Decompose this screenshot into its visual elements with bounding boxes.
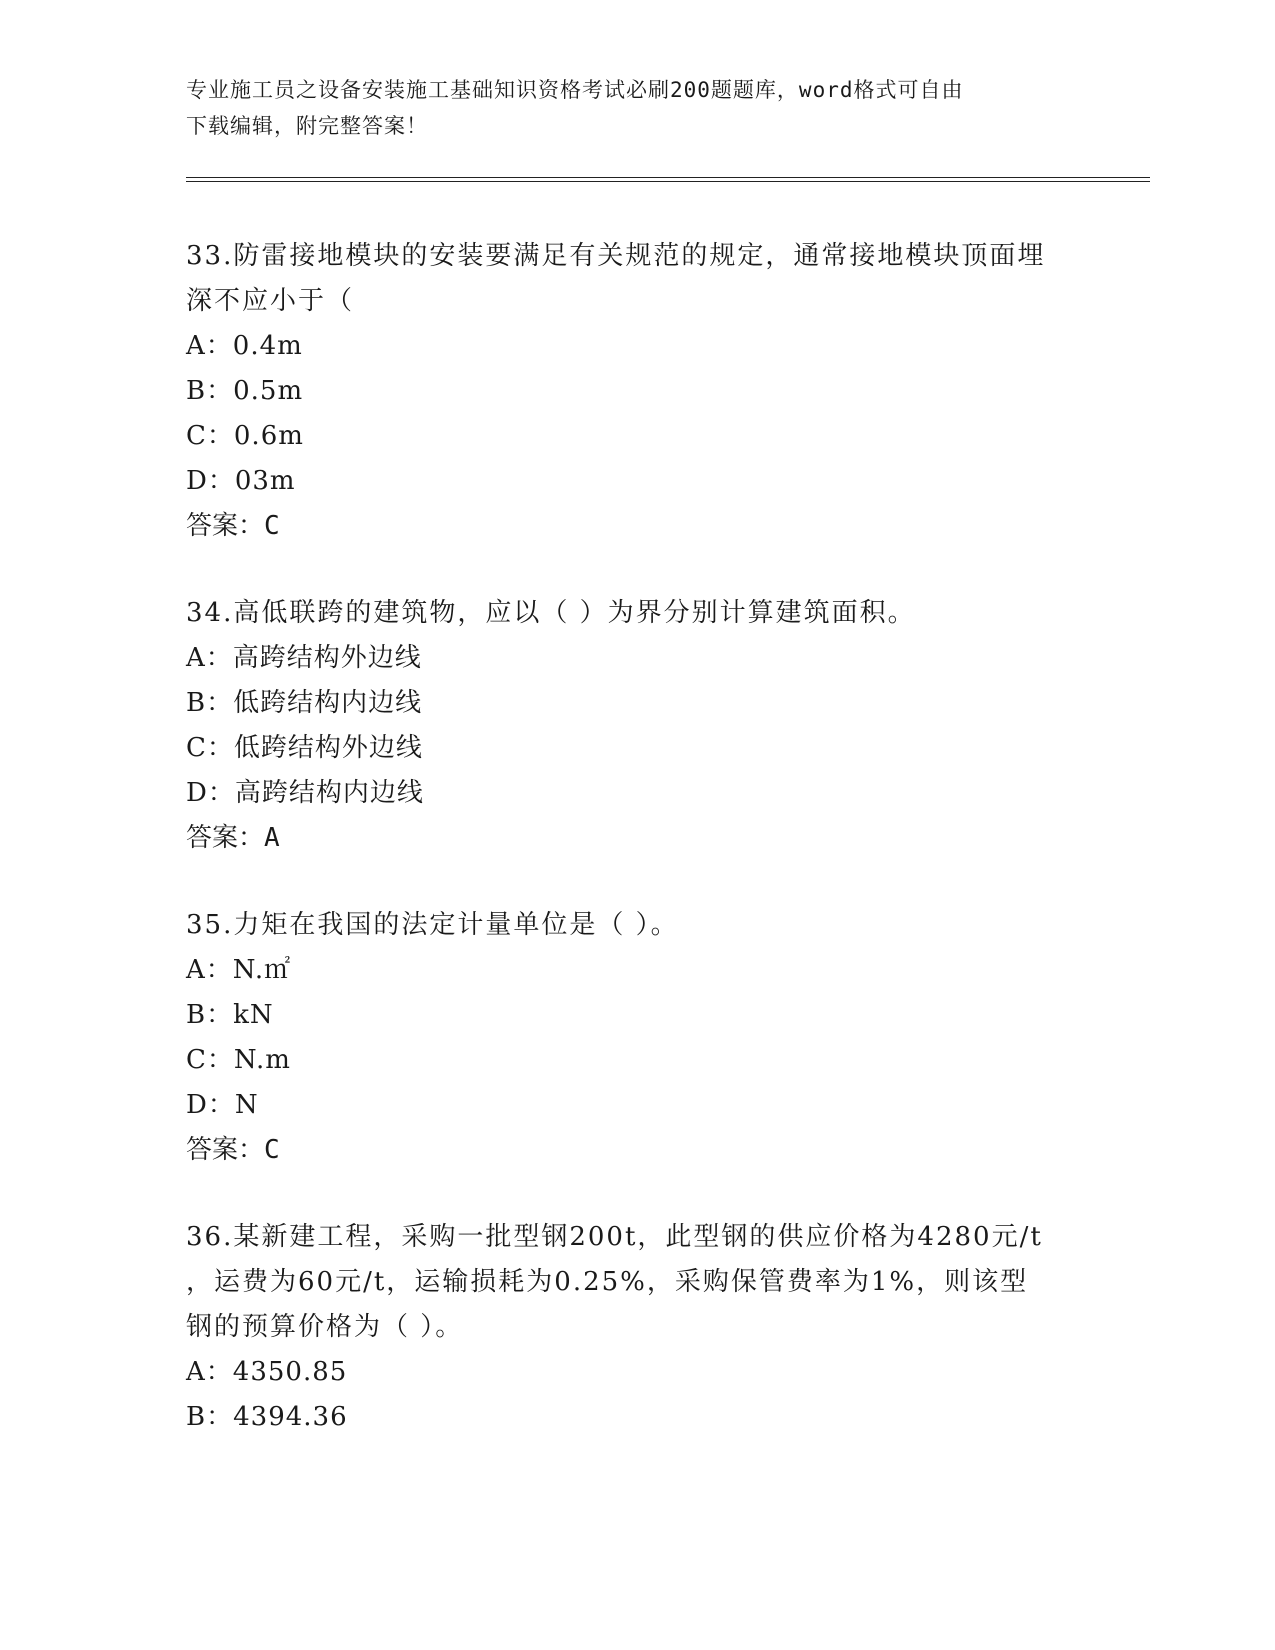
answer-line: 答案：A	[186, 823, 280, 853]
header-line-2: 下载编辑，附完整答案！	[186, 114, 428, 138]
question-36	[186, 1215, 1086, 1440]
answer-line: 答案：C	[186, 1135, 280, 1165]
header-divider-top	[186, 177, 1150, 178]
question-text-line: 33.防雷接地模块的安装要满足有关规范的规定，通常接地模块顶面埋	[186, 241, 1046, 271]
option-d: D：高跨结构内边线	[186, 778, 424, 808]
question-text-line: 深不应小于（	[186, 286, 355, 316]
question-text-line: 35.力矩在我国的法定计量单位是（ ）。	[186, 910, 679, 940]
option-d: D：N	[186, 1090, 259, 1120]
document-header	[186, 72, 1066, 144]
option-c: C：低跨结构外边线	[186, 733, 423, 763]
question-list	[186, 234, 1086, 1482]
question-text-line: 34.高低联跨的建筑物，应以（ ）为界分别计算建筑面积。	[186, 598, 916, 628]
option-a: A：4350.85	[186, 1357, 348, 1387]
option-a: A：0.4m	[186, 331, 303, 361]
header-line-1: 专业施工员之设备安装施工基础知识资格考试必刷200题题库，word格式可自由	[186, 78, 964, 102]
option-c: C：0.6m	[186, 421, 304, 451]
answer-line: 答案：C	[186, 511, 280, 541]
question-text-line: 钢的预算价格为（ ）。	[186, 1312, 464, 1342]
question-34	[186, 591, 1086, 861]
question-text-line: 36.某新建工程，采购一批型钢200t，此型钢的供应价格为4280元/t	[186, 1222, 1043, 1252]
question-33	[186, 234, 1086, 549]
option-c: C：N.m	[186, 1045, 291, 1075]
question-35	[186, 903, 1086, 1173]
option-d: D：03m	[186, 466, 296, 496]
question-text-line: ，运费为60元/t，运输损耗为0.25%，采购保管费率为1%，则该型	[186, 1267, 1029, 1297]
option-b: B：0.5m	[186, 376, 304, 406]
option-a: A：N.㎡	[186, 955, 292, 985]
option-a: A：高跨结构外边线	[186, 643, 422, 673]
option-b: B：低跨结构内边线	[186, 688, 423, 718]
option-b: B：kN	[186, 1000, 274, 1030]
option-b: B：4394.36	[186, 1402, 348, 1432]
header-divider-bottom	[186, 181, 1150, 182]
